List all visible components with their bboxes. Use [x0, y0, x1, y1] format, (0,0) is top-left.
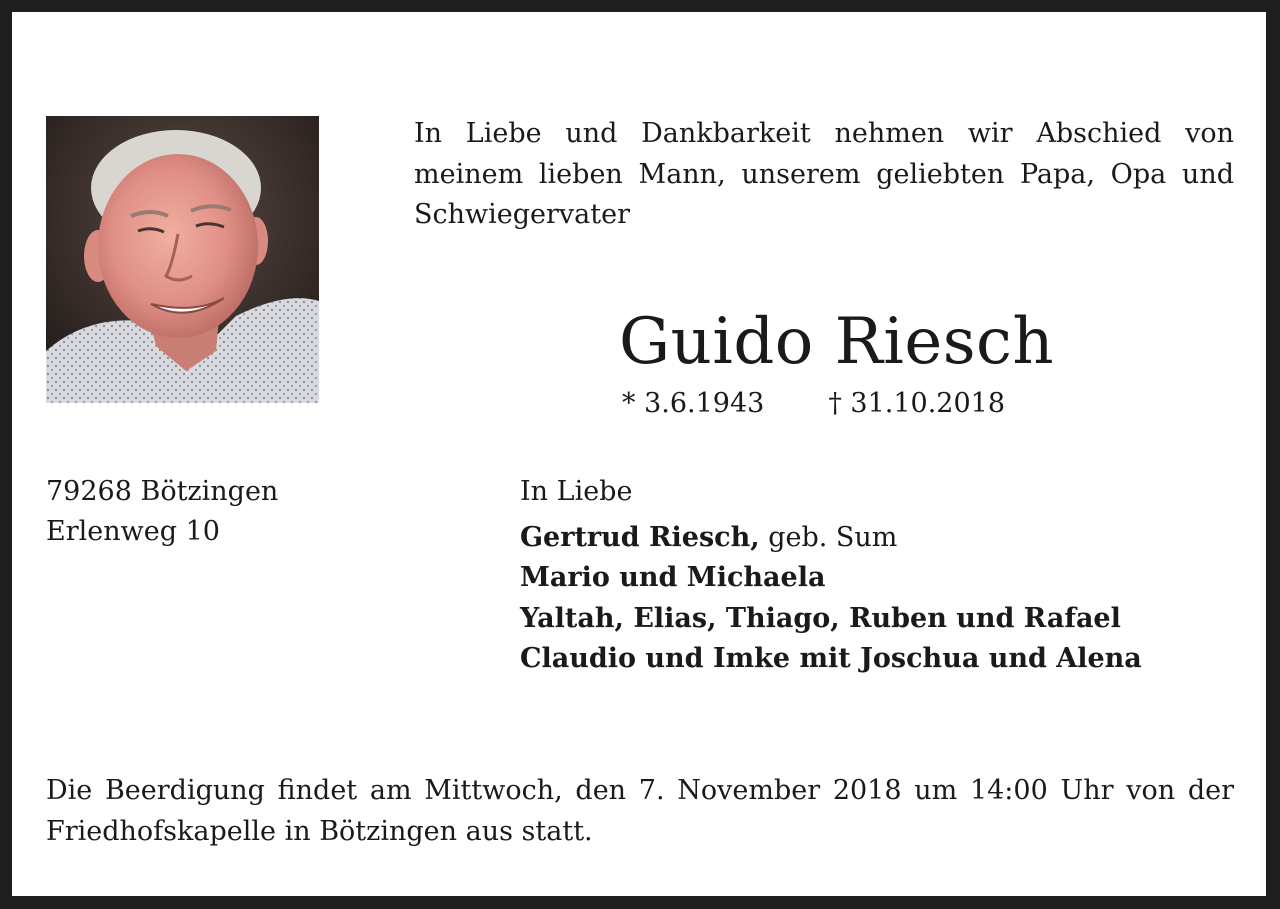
family-line-relatives: Claudio und Imke mit Joschua und Alena [520, 643, 1142, 674]
family-line-grandchildren: Yaltah, Elias, Thiago, Ruben und Rafael [520, 602, 1121, 634]
portrait-image [46, 116, 319, 403]
spouse-name: Gertrud Riesch, [520, 521, 760, 553]
birth-date: * 3.6.1943 [622, 388, 765, 419]
intro-text: In Liebe und Dankbarkeit nehmen wir Abschied von meinem lieben Mann, unserem geliebten Papa, Opa und Schwiegervater [414, 118, 1234, 230]
portrait-photo [46, 116, 319, 403]
funeral-info: Die Beerdigung findet am Mittwoch, den 7. November 2018 um 14:00 Uhr von der Friedhofskapelle in Bötzingen aus statt. [46, 775, 1234, 847]
family-heading: In Liebe [520, 476, 633, 507]
address [46, 472, 278, 552]
address-street: Erlenweg 10 [46, 516, 220, 547]
spouse-maiden-name: geb. Sum [759, 521, 898, 553]
death-date: † 31.10.2018 [828, 388, 1006, 419]
family-line-spouse [520, 518, 1142, 559]
family-signatures [520, 472, 1142, 680]
address-city: 79268 Bötzingen [46, 476, 279, 507]
family-line-children: Mario und Michaela [520, 562, 826, 593]
deceased-name: Guido Riesch [619, 305, 1055, 379]
obituary-notice [12, 12, 1266, 896]
life-dates [622, 386, 1005, 422]
